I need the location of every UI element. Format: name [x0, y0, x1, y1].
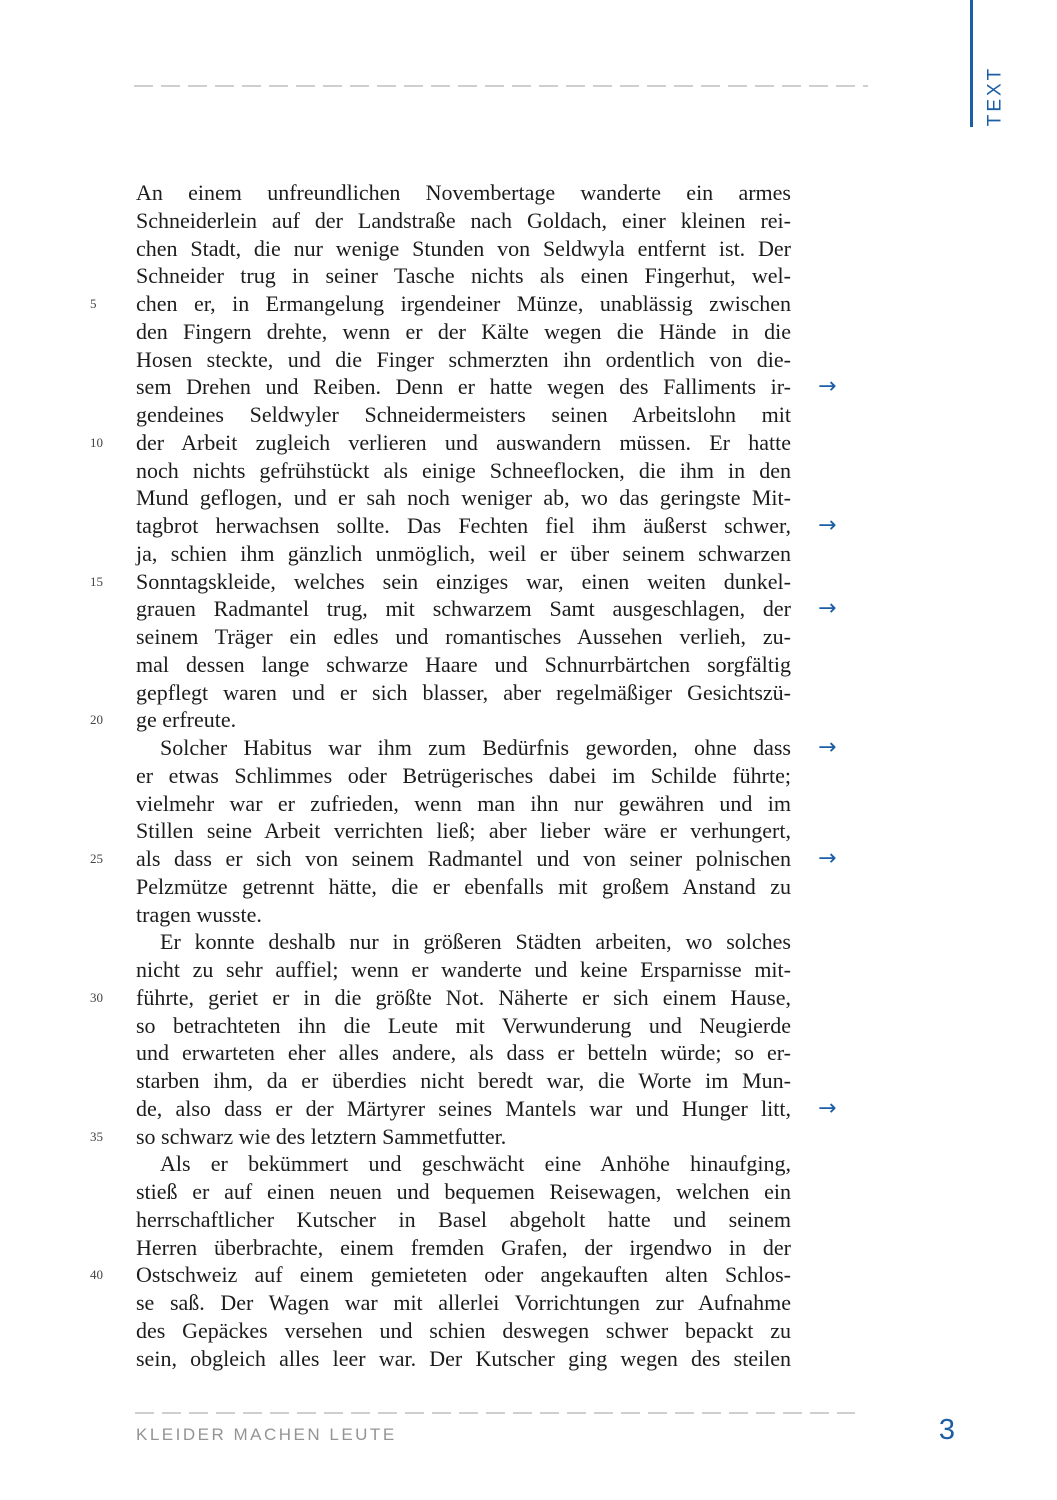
text-line — [136, 373, 837, 401]
text-line — [90, 568, 791, 596]
text-line — [136, 1289, 791, 1317]
text-line — [136, 623, 791, 651]
text-line — [136, 540, 791, 568]
text-line — [90, 984, 791, 1012]
text-line-content: als dass er sich von seinem Radmantel und von seiner polnischen — [136, 846, 791, 871]
text-line-content: Schneiderlein auf der Landstraße nach Goldach, einer kleinen rei- — [136, 207, 791, 233]
text-line — [136, 873, 791, 901]
text-line — [136, 235, 791, 263]
text-line-content: Als er bekümmert und geschwächt eine Anhöhe hinaufging, — [160, 1151, 791, 1177]
text-line — [136, 512, 837, 540]
line-number: 5 — [90, 296, 97, 311]
text-line — [136, 262, 791, 290]
page-number: 3 — [938, 1414, 955, 1446]
text-line-content: ja, schien ihm gänzlich unmöglich, weil er über seinem schwarzen — [136, 540, 791, 566]
text-line-content: und erwarteten eher alles andere, als dass er betteln würde; so er- — [136, 1040, 791, 1066]
text-line — [90, 290, 791, 318]
text-line-content: Hosen steckte, und die Finger schmerzten ihn ordentlich von die- — [136, 346, 791, 372]
text-line — [136, 928, 791, 956]
text-line-content: Mund geflogen, und er sah noch weniger ab, wo das geringste Mit- — [136, 485, 791, 511]
margin-arrow-icon: → — [818, 735, 837, 760]
text-line-content: Solcher Habitus war ihm zum Bedürfnis geworden, ohne dass — [160, 735, 791, 760]
text-line — [136, 1150, 791, 1178]
text-line — [136, 346, 791, 374]
text-line-content: Stillen seine Arbeit verrichten ließ; aber lieber wäre er verhungert, — [136, 818, 791, 844]
text-line — [136, 734, 837, 762]
text-line-content: Pelzmütze getrennt hätte, die er ebenfalls mit großem Anstand zu — [136, 873, 791, 899]
text-line-content: Ostschweiz auf einem gemieteten oder angekauften alten Schlos- — [136, 1262, 791, 1288]
margin-arrow-icon: → — [818, 596, 837, 622]
text-line — [136, 651, 791, 679]
text-line-content: chen er, in Ermangelung irgendeiner Münze, unablässig zwischen — [136, 291, 791, 316]
text-tab — [962, 62, 1028, 130]
margin-arrow-icon: → — [818, 846, 837, 871]
top-dashed-rule — [134, 85, 868, 87]
text-line — [136, 1234, 791, 1262]
text-line-content: er etwas Schlimmes oder Betrügerisches dabei im Schilde führte; — [136, 762, 791, 788]
text-line — [90, 706, 791, 734]
text-line-content: Sonntagskleide, welches sein einziges war, einen weiten dunkel- — [136, 568, 791, 594]
text-line — [136, 1206, 791, 1234]
text-line-content: Er konnte deshalb nur in größeren Städten arbeiten, wo solches — [160, 929, 791, 955]
text-line-content: Herren überbrachte, einem fremden Grafen, der irgendwo in der — [136, 1234, 791, 1260]
text-line — [90, 429, 791, 457]
text-line — [90, 845, 837, 873]
text-line — [136, 1067, 791, 1095]
text-line — [136, 679, 791, 707]
text-line-content: den Fingern drehte, wenn er der Kälte wegen die Hände in die — [136, 318, 791, 344]
text-line-content: sein, obgleich alles leer war. Der Kutscher ging wegen des steilen — [136, 1345, 791, 1371]
text-line-content: ge erfreute. — [136, 707, 237, 733]
text-line-content: stieß er auf einen neuen und bequemen Reisewagen, welchen ein — [136, 1179, 791, 1204]
text-line — [136, 1317, 791, 1345]
text-line — [136, 457, 791, 485]
text-line-content: An einem unfreundlichen Novembertage wanderte ein armes — [136, 180, 791, 205]
text-line — [136, 1345, 791, 1373]
text-line — [136, 956, 791, 984]
text-line-content: gendeines Seldwyler Schneidermeisters seinen Arbeitslohn mit — [136, 402, 791, 427]
line-number: 40 — [90, 1267, 103, 1283]
text-line — [136, 1039, 791, 1067]
margin-arrow-icon: → — [818, 1095, 837, 1121]
text-line-content: tragen wusste. — [136, 901, 262, 927]
line-number: 20 — [90, 712, 103, 728]
text-line-content: der Arbeit zugleich verlieren und auswandern müssen. Er hatte — [136, 429, 791, 455]
text-line-content: nicht zu sehr auffiel; wenn er wanderte und keine Ersparnisse mit- — [136, 957, 791, 982]
text-line-content: führte, geriet er in die größte Not. Näherte er sich einem Hause, — [136, 984, 791, 1010]
text-line-content: vielmehr war er zufrieden, wenn man ihn nur gewähren und im — [136, 790, 791, 816]
body-text — [90, 179, 837, 1372]
text-line — [136, 1012, 791, 1040]
text-line — [136, 484, 791, 512]
margin-arrow-icon: → — [818, 513, 837, 538]
text-line — [136, 790, 791, 818]
text-line — [136, 817, 791, 845]
text-line — [136, 179, 791, 207]
text-line — [90, 1123, 791, 1151]
text-tab-label: TEXT — [984, 65, 1005, 127]
text-line-content: herrschaftlicher Kutscher in Basel abgeholt hatte und seinem — [136, 1206, 791, 1232]
line-number: 10 — [90, 434, 103, 450]
text-line — [136, 762, 791, 790]
text-line-content: de, also dass er der Märtyrer seines Mantels war und Hunger litt, — [136, 1095, 791, 1121]
text-line-content: mal dessen lange schwarze Haare und Schnurrbärtchen sorgfältig — [136, 651, 791, 677]
text-line-content: so schwarz wie des letztern Sammetfutter. — [136, 1123, 507, 1149]
text-line-content: des Gepäckes versehen und schien deswegen schwer bepackt zu — [136, 1317, 791, 1343]
line-number: 15 — [90, 573, 103, 589]
text-line-content: seinem Träger ein edles und romantisches Aussehen verlieh, zu- — [136, 624, 791, 649]
footer-running-title: KLEIDER MACHEN LEUTE — [136, 1425, 397, 1444]
text-line-content: so betrachteten ihn die Leute mit Verwunderung und Neugierde — [136, 1012, 791, 1038]
text-line — [136, 318, 791, 346]
text-line-content: gepflegt waren und er sich blasser, aber regelmäßiger Gesichtszü- — [136, 679, 791, 705]
text-line — [136, 1095, 837, 1123]
text-line — [136, 1178, 791, 1206]
text-line-content: grauen Radmantel trug, mit schwarzem Samt ausgeschlagen, der — [136, 596, 791, 622]
text-line-content: tagbrot herwachsen sollte. Das Fechten fiel ihm äußerst schwer, — [136, 513, 791, 538]
text-line-content: se saß. Der Wagen war mit allerlei Vorrichtungen zur Aufnahme — [136, 1290, 791, 1315]
bottom-dashed-rule — [135, 1412, 855, 1414]
text-line-content: starben ihm, da er überdies nicht beredt war, die Worte im Mun- — [136, 1068, 791, 1093]
text-line-content: chen Stadt, die nur wenige Stunden von Seldwyla entfernt ist. Der — [136, 235, 791, 261]
text-line-content: noch nichts gefrühstückt als einige Schneeflocken, die ihm in den — [136, 457, 791, 483]
text-line — [136, 595, 837, 623]
text-line — [136, 401, 791, 429]
line-number: 35 — [90, 1128, 103, 1144]
text-line — [136, 207, 791, 235]
text-line-content: Schneider trug in seiner Tasche nichts als einen Fingerhut, wel- — [136, 263, 791, 289]
text-line — [136, 901, 791, 929]
line-number: 30 — [90, 989, 103, 1005]
text-line — [90, 1261, 791, 1289]
text-line-content: sem Drehen und Reiben. Denn er hatte wegen des Falliments ir- — [136, 374, 791, 400]
margin-arrow-icon: → — [818, 374, 837, 400]
line-number: 25 — [90, 851, 103, 866]
